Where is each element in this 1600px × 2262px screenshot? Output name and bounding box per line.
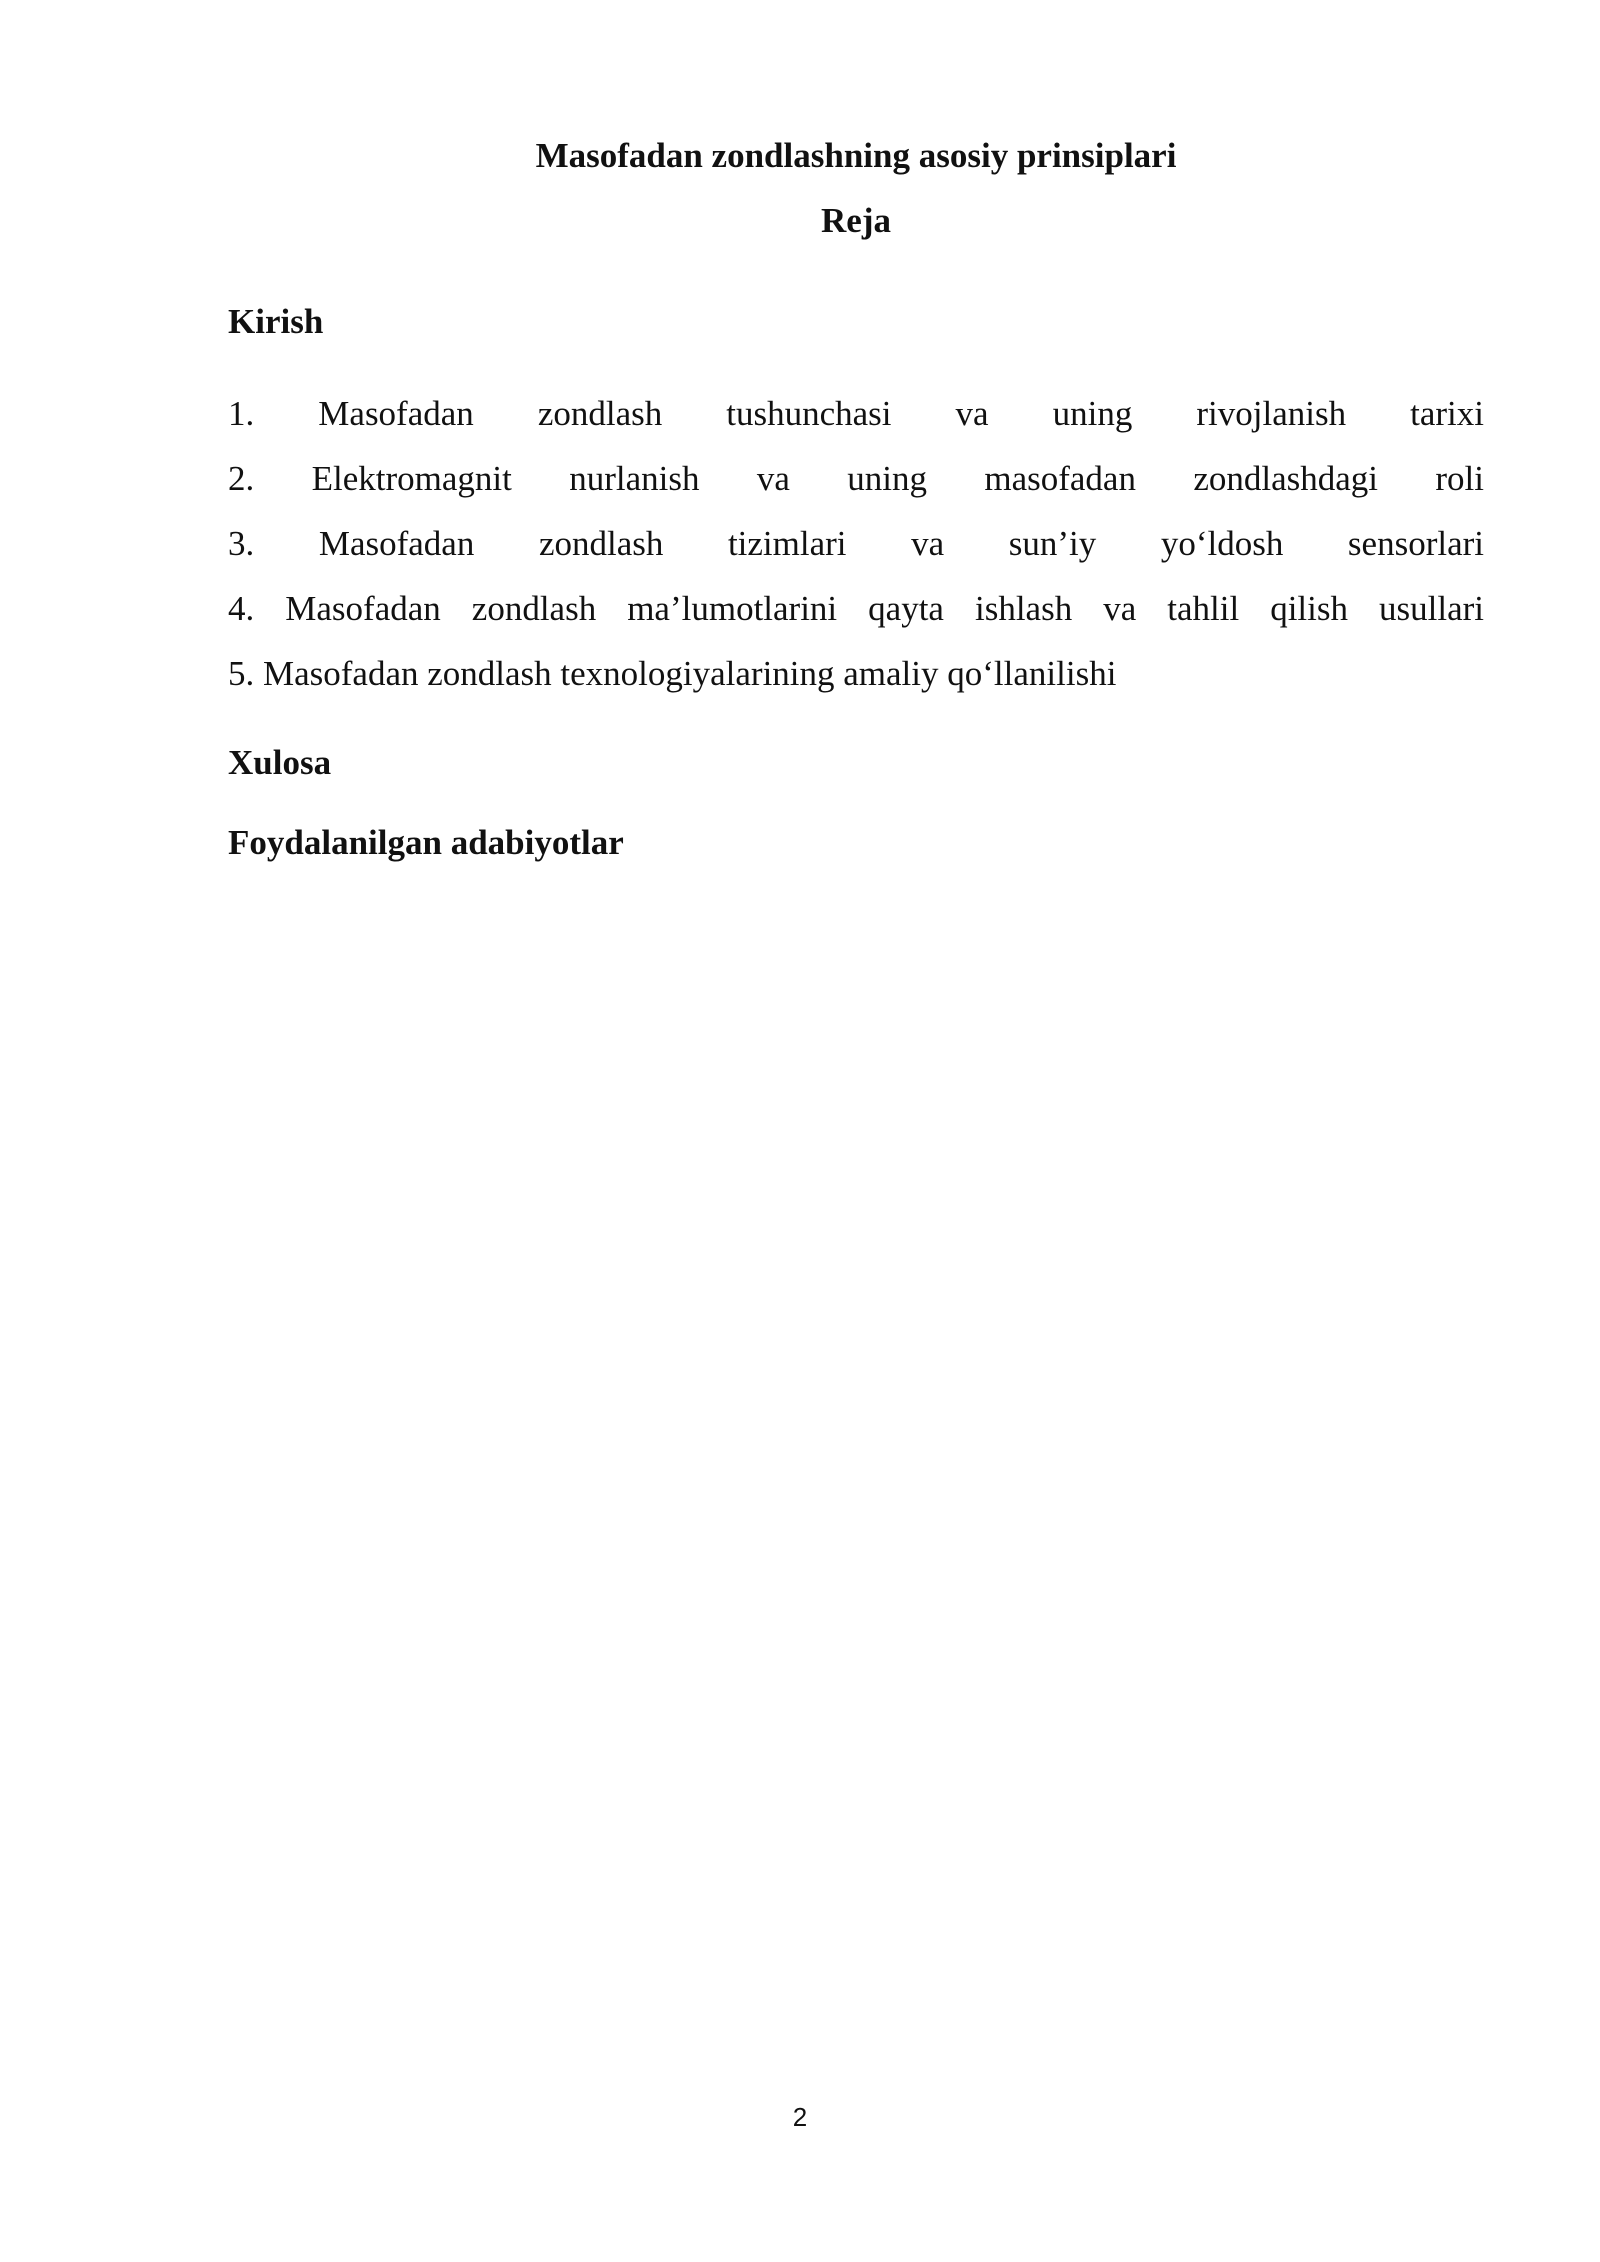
references-heading: Foydalanilgan adabiyotlar xyxy=(228,823,624,862)
document-title: Masofadan zondlashning asosiy prinsiplari xyxy=(535,136,1177,175)
page-number: 2 xyxy=(792,2102,808,2132)
plan-item: 1. Masofadan zondlash tushunchasi va uning rivojlanish tarixi xyxy=(228,394,1484,433)
plan-heading: Reja xyxy=(821,201,891,240)
plan-item: 5. Masofadan zondlash texnologiyalarining amaliy qo‘llanilishi xyxy=(228,654,1117,693)
conclusion-heading: Xulosa xyxy=(228,743,332,782)
plan-item: 2. Elektromagnit nurlanish va uning masofadan zondlashdagi roli xyxy=(228,459,1484,498)
plan-list xyxy=(228,381,1484,706)
introduction-heading: Kirish xyxy=(228,302,324,341)
plan-item: 4. Masofadan zondlash ma’lumotlarini qayta ishlash va tahlil qilish usullari xyxy=(228,589,1484,628)
plan-item: 3. Masofadan zondlash tizimlari va sun’iy yo‘ldosh sensorlari xyxy=(228,524,1484,563)
